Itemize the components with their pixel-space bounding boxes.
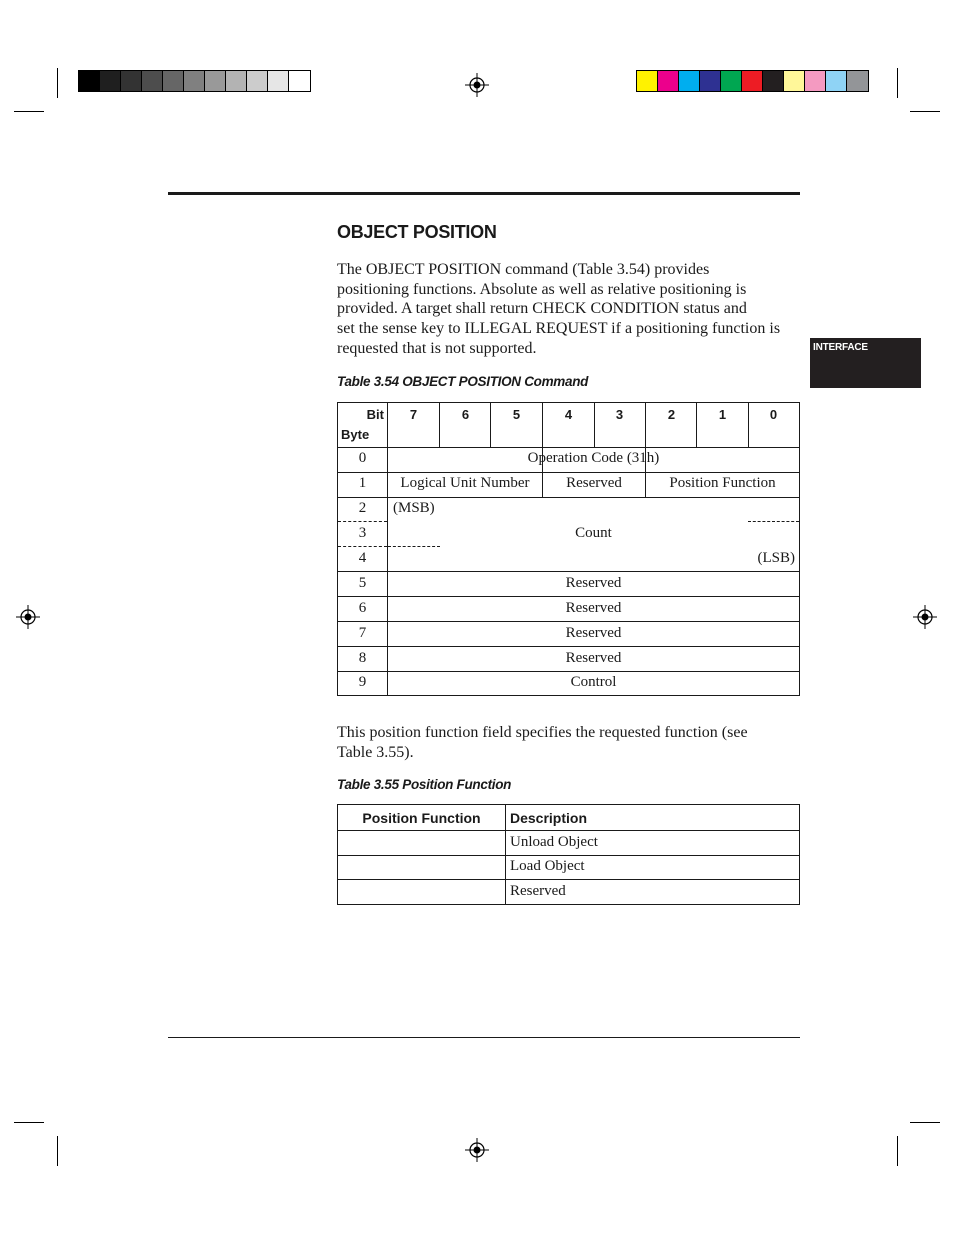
color-swatch [784, 71, 805, 91]
crop-mark [897, 68, 898, 98]
control-row: Control [570, 674, 617, 690]
dashed-separator [338, 546, 387, 547]
crop-mark [14, 1122, 44, 1123]
bottom-rule [168, 1037, 800, 1038]
reserved-row: Reserved [565, 575, 622, 591]
paragraph-line: requested that is not supported. [337, 339, 537, 357]
grid-line [338, 830, 799, 831]
crop-mark [14, 111, 44, 112]
color-swatch [205, 71, 226, 91]
bit-header: 2 [667, 407, 676, 422]
crop-mark [910, 1122, 940, 1123]
dashed-separator [388, 546, 440, 547]
grid-line [338, 855, 799, 856]
byte-number: 8 [358, 650, 367, 666]
count-cell: Count [575, 525, 612, 541]
paragraph-line: Table 3.55). [337, 743, 414, 761]
grid-line [338, 879, 799, 880]
grid-line [338, 596, 799, 597]
color-swatch [289, 71, 310, 91]
table-caption: Table 3.55 Position Function [337, 777, 512, 792]
byte-number: 4 [358, 550, 367, 566]
section-tab [810, 338, 921, 388]
color-swatch [247, 71, 268, 91]
color-swatch [100, 71, 121, 91]
bit-header: 5 [512, 407, 521, 422]
paragraph-line: provided. A target shall return CHECK CONDITION status and [337, 300, 747, 318]
table-row-description: Unload Object [510, 834, 598, 850]
color-swatch [637, 71, 658, 91]
dashed-separator [338, 521, 387, 522]
crop-mark [897, 1136, 898, 1166]
byte-number: 1 [358, 475, 367, 491]
header-byte-label: Byte [341, 427, 370, 442]
bit-header: 6 [461, 407, 470, 422]
position-function-cell: Position Function [669, 475, 776, 491]
color-swatch [826, 71, 847, 91]
color-swatch [847, 71, 868, 91]
bit-header: 1 [718, 407, 727, 422]
grid-line [338, 571, 799, 572]
grid-line [696, 403, 697, 447]
color-swatch [763, 71, 784, 91]
table-row-description: Load Object [510, 858, 585, 874]
intro-paragraph [337, 260, 803, 359]
command-table [337, 402, 800, 696]
crop-mark [910, 111, 940, 112]
section-tab-label: INTERFACE [813, 342, 868, 353]
bit-header: 3 [615, 407, 624, 422]
color-swatch [700, 71, 721, 91]
crop-mark [57, 1136, 58, 1166]
bit-header: 7 [409, 407, 418, 422]
column-header: Description [510, 810, 588, 826]
grid-line [594, 403, 595, 447]
lsb-label: (LSB) [757, 550, 795, 566]
registration-mark-icon [16, 605, 40, 629]
color-swatch [121, 71, 142, 91]
grid-line [338, 671, 799, 672]
paragraph-line: positioning functions. Absolute as well as relative positioning is [337, 280, 747, 298]
dashed-separator [748, 521, 799, 522]
color-swatch [184, 71, 205, 91]
position-function-table [337, 804, 800, 905]
color-swatch [268, 71, 289, 91]
byte-number: 5 [358, 575, 367, 591]
paragraph-line: set the sense key to ILLEGAL REQUEST if a positioning function is [337, 320, 781, 338]
reserved-row: Reserved [565, 600, 622, 616]
color-swatch [658, 71, 679, 91]
color-swatch [679, 71, 700, 91]
function-paragraph [337, 723, 803, 762]
table-caption: Table 3.54 OBJECT POSITION Command [337, 374, 589, 389]
reserved-row: Reserved [565, 650, 622, 666]
grid-line [338, 646, 799, 647]
reserved-cell: Reserved [566, 475, 622, 491]
registration-mark-icon [465, 73, 489, 97]
byte-number: 3 [358, 525, 367, 541]
crop-mark [57, 68, 58, 98]
color-swatch [226, 71, 247, 91]
grid-line [439, 403, 440, 447]
paragraph-line: This position function field specifies the requested function (see [337, 724, 748, 741]
gray-calibration-bar [78, 70, 311, 92]
color-swatch [142, 71, 163, 91]
grid-line [490, 403, 491, 447]
grid-line [338, 447, 799, 448]
top-rule [168, 192, 800, 195]
reserved-row: Reserved [565, 625, 622, 641]
grid-line [338, 497, 799, 498]
byte-number: 2 [358, 500, 367, 516]
operation-code-cell: Operation Code (31h) [527, 450, 660, 466]
bit-header: 4 [564, 407, 573, 422]
column-header: Position Function [362, 810, 481, 826]
byte-number: 9 [358, 674, 367, 690]
paragraph-line: The OBJECT POSITION command (Table 3.54) provides [337, 261, 710, 278]
grid-line [338, 472, 799, 473]
color-swatch [805, 71, 826, 91]
page-title: OBJECT POSITION [337, 222, 497, 242]
color-swatch [742, 71, 763, 91]
color-swatch [721, 71, 742, 91]
registration-mark-icon [913, 605, 937, 629]
registration-mark-icon [465, 1138, 489, 1162]
msb-label: (MSB) [393, 500, 435, 516]
bit-header: 0 [769, 407, 778, 422]
grid-line [338, 621, 799, 622]
color-calibration-bar [636, 70, 869, 92]
color-swatch [163, 71, 184, 91]
byte-number: 7 [358, 625, 367, 641]
logical-unit-number-cell: Logical Unit Number [400, 475, 530, 491]
color-swatch [79, 71, 100, 91]
table-row-description: Reserved [510, 883, 566, 899]
header-bit-label: Bit [366, 407, 384, 422]
grid-line [748, 403, 749, 447]
byte-number: 6 [358, 600, 367, 616]
byte-number: 0 [358, 450, 367, 466]
